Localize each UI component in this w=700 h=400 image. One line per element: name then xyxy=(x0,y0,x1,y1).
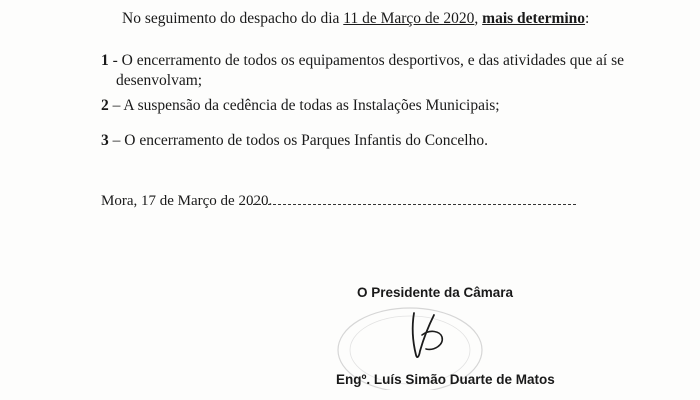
dashed-fill-line xyxy=(248,204,576,205)
handwritten-signature xyxy=(400,305,460,365)
list-item-text: – A suspensão da cedência de todas as Instalações Municipais; xyxy=(108,97,500,114)
list-item-text: – O encerramento de todos os Parques Infantis do Concelho. xyxy=(108,132,488,149)
signatory-title: O Presidente da Câmara xyxy=(357,285,514,300)
list-item-2 xyxy=(101,96,500,116)
list-item-1 xyxy=(101,51,624,71)
list-item-1-continuation: desenvolvam; xyxy=(116,72,203,89)
signatory-name: Engº. Luís Simão Duarte de Matos xyxy=(336,372,555,387)
place-date-line: Mora, 17 de Março de 2020. xyxy=(101,193,273,209)
list-item-text: - O encerramento de todos os equipamentos desportivos, e das atividades que aí se xyxy=(108,52,624,69)
intro-emphasis: mais determino xyxy=(482,10,586,27)
list-item-number: 3 xyxy=(101,132,109,149)
list-item-number: 1 xyxy=(101,52,109,69)
list-item-number: 2 xyxy=(101,97,109,114)
intro-paragraph xyxy=(122,9,589,29)
list-item-3 xyxy=(101,131,488,151)
intro-dispatch-date: 11 de Março de 2020 xyxy=(343,10,475,27)
intro-lead: No seguimento do despacho do dia xyxy=(122,10,344,27)
intro-comma: , xyxy=(474,10,483,27)
intro-colon: : xyxy=(585,10,590,27)
